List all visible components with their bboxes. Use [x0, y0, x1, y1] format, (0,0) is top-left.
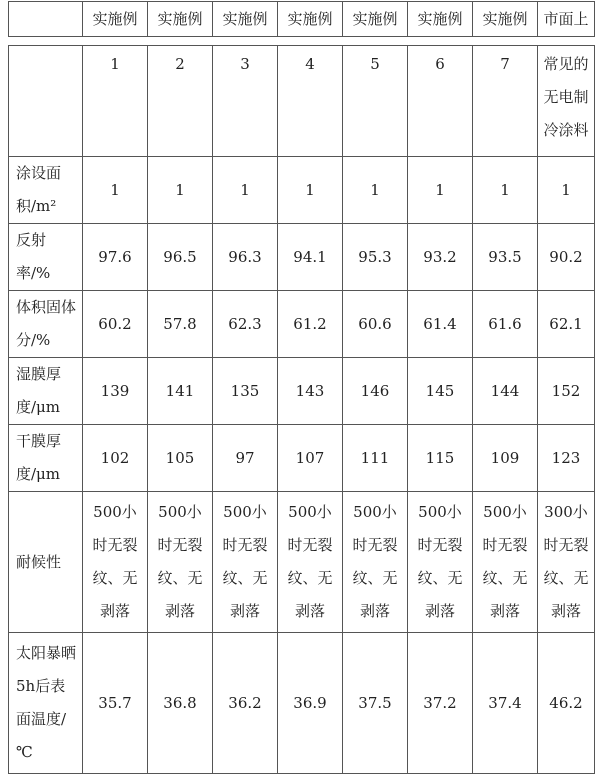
table-cell: 36.2: [213, 633, 278, 774]
table-cell: 144: [473, 358, 538, 425]
table-row: [9, 157, 595, 224]
row-label: 干膜厚度/μm: [9, 425, 83, 492]
table-cell: 1: [408, 157, 473, 224]
table-cell: 36.8: [148, 633, 213, 774]
table-cell: 1: [83, 157, 148, 224]
table-cell: 500小时无裂纹、无剥落: [148, 492, 213, 633]
header-cell: 实施例: [148, 2, 213, 37]
row-label: 湿膜厚度/μm: [9, 358, 83, 425]
table-cell: 37.5: [343, 633, 408, 774]
header-cell: 实施例: [473, 2, 538, 37]
table-cell: 500小时无裂纹、无剥落: [343, 492, 408, 633]
index-cell: 常见的无电制冷涂料: [538, 46, 595, 157]
table-cell: 46.2: [538, 633, 595, 774]
index-cell: 1: [83, 46, 148, 157]
table-cell: 141: [148, 358, 213, 425]
table-cell: 145: [408, 358, 473, 425]
table-cell: 123: [538, 425, 595, 492]
table-cell: 62.3: [213, 291, 278, 358]
table-cell: 61.6: [473, 291, 538, 358]
table-row: [9, 492, 595, 633]
table-cell: 1: [343, 157, 408, 224]
row-label: 涂设面积/m²: [9, 157, 83, 224]
table-row: [9, 224, 595, 291]
table-cell: 139: [83, 358, 148, 425]
header-cell: 实施例: [213, 2, 278, 37]
table-cell: 1: [473, 157, 538, 224]
table-cell: 94.1: [278, 224, 343, 291]
table-cell: 60.6: [343, 291, 408, 358]
row-label: 体积固体分/%: [9, 291, 83, 358]
table-cell: 61.2: [278, 291, 343, 358]
table-cell: 57.8: [148, 291, 213, 358]
index-row: [9, 46, 595, 157]
table-row: [9, 425, 595, 492]
table-cell: 143: [278, 358, 343, 425]
table-cell: 109: [473, 425, 538, 492]
header-row: [9, 2, 595, 37]
table-cell: 93.2: [408, 224, 473, 291]
table-cell: 500小时无裂纹、无剥落: [83, 492, 148, 633]
table-cell: 1: [538, 157, 595, 224]
table-cell: 36.9: [278, 633, 343, 774]
table-cell: 95.3: [343, 224, 408, 291]
index-cell: 6: [408, 46, 473, 157]
index-cell: 4: [278, 46, 343, 157]
table-cell: 37.4: [473, 633, 538, 774]
header-cell: 实施例: [343, 2, 408, 37]
table-row: [9, 358, 595, 425]
table-cell: 96.3: [213, 224, 278, 291]
table-cell: 1: [148, 157, 213, 224]
table-header-fragment: [8, 1, 595, 37]
index-cell: 7: [473, 46, 538, 157]
table-cell: 300小时无裂纹、无剥落: [538, 492, 595, 633]
header-cell: 实施例: [408, 2, 473, 37]
table-cell: 152: [538, 358, 595, 425]
header-cell: 市面上: [538, 2, 595, 37]
index-cell: [9, 46, 83, 157]
table-cell: 146: [343, 358, 408, 425]
index-cell: 5: [343, 46, 408, 157]
row-label: 耐候性: [9, 492, 83, 633]
table-cell: 93.5: [473, 224, 538, 291]
index-cell: 2: [148, 46, 213, 157]
table-cell: 97: [213, 425, 278, 492]
table-cell: 500小时无裂纹、无剥落: [278, 492, 343, 633]
table-cell: 500小时无裂纹、无剥落: [213, 492, 278, 633]
table-cell: 35.7: [83, 633, 148, 774]
table-cell: 90.2: [538, 224, 595, 291]
table-cell: 500小时无裂纹、无剥落: [408, 492, 473, 633]
header-cell: 实施例: [83, 2, 148, 37]
table-row: [9, 633, 595, 774]
table-cell: 102: [83, 425, 148, 492]
table-cell: 1: [213, 157, 278, 224]
data-table: [8, 45, 595, 774]
table-row: [9, 291, 595, 358]
table-cell: 37.2: [408, 633, 473, 774]
table-cell: 135: [213, 358, 278, 425]
table-cell: 111: [343, 425, 408, 492]
table-cell: 500小时无裂纹、无剥落: [473, 492, 538, 633]
table-cell: 115: [408, 425, 473, 492]
row-label: 太阳暴晒5h后表面温度/℃: [9, 633, 83, 774]
table-cell: 107: [278, 425, 343, 492]
row-label: 反射率/%: [9, 224, 83, 291]
table-cell: 60.2: [83, 291, 148, 358]
header-cell: 实施例: [278, 2, 343, 37]
table-cell: 105: [148, 425, 213, 492]
table-cell: 61.4: [408, 291, 473, 358]
table-cell: 96.5: [148, 224, 213, 291]
index-cell: 3: [213, 46, 278, 157]
table-cell: 1: [278, 157, 343, 224]
table-cell: 62.1: [538, 291, 595, 358]
table-cell: 97.6: [83, 224, 148, 291]
header-cell: [9, 2, 83, 37]
